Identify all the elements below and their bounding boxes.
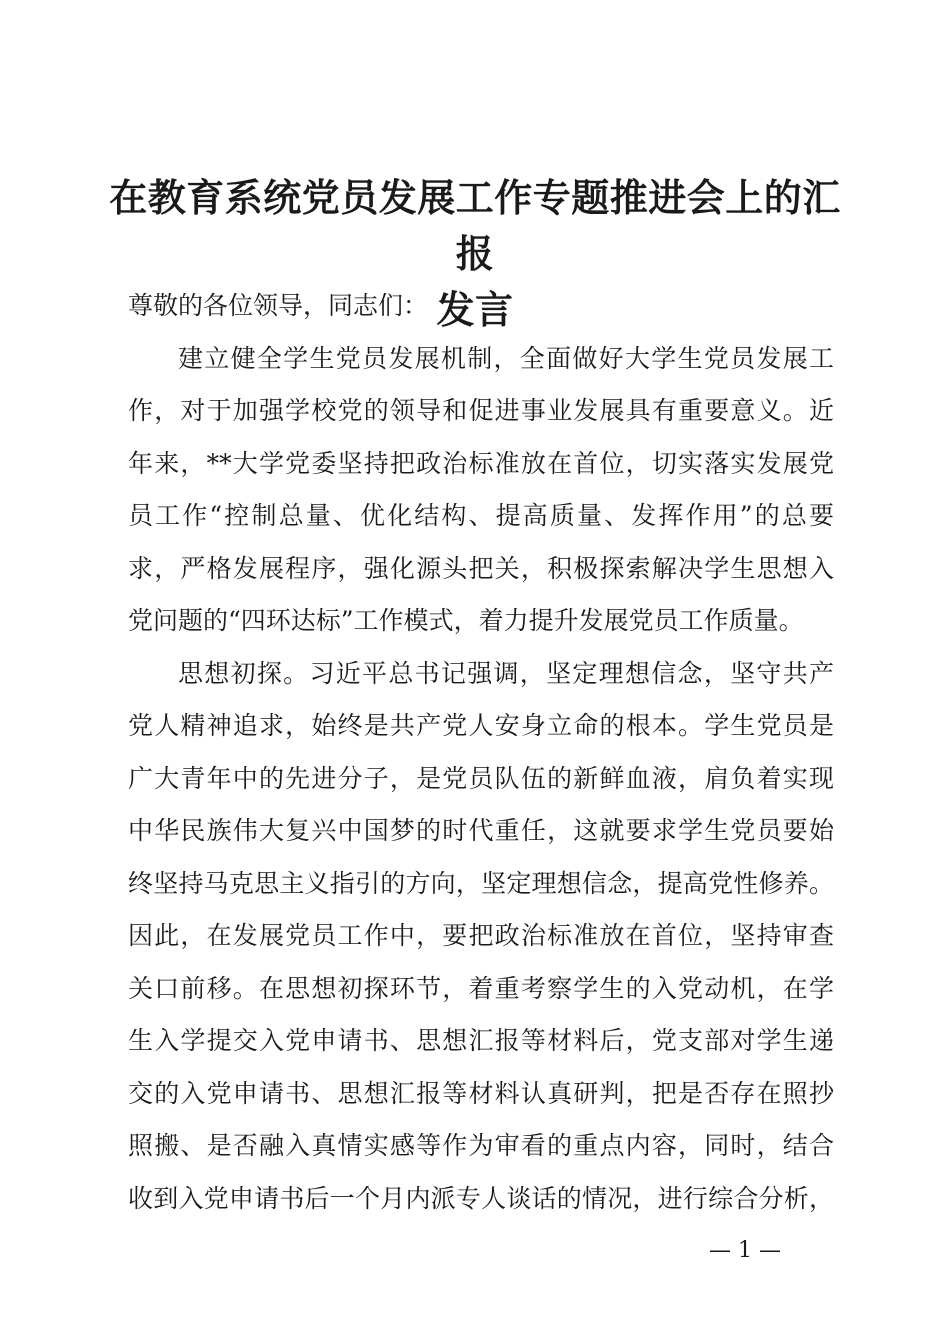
paragraph-line: 党问题的“四环达标”工作模式，着力提升发展党员工作质量。: [128, 606, 804, 635]
salutation: 尊敬的各位领导，同志们：: [128, 291, 429, 320]
paragraph-line: 员工作“控制总量、优化结构、提高质量、发挥作用”的总要: [128, 501, 834, 530]
paragraph-line: 交的入党申请书、思想汇报等材料认真研判，把是否存在照抄: [128, 1078, 834, 1108]
paragraph-1: [128, 333, 834, 648]
paragraph-line: 思想初探。习近平总书记强调，坚定理想信念，坚守共产: [178, 658, 834, 688]
paragraph-line: 求，严格发展程序，强化源头把关，积极探索解决学生思想入: [128, 553, 834, 583]
paragraph-line: 关口前移。在思想初探环节，着重考察学生的入党动机，在学: [128, 973, 834, 1003]
paragraph-line: 中华民族伟大复兴中国梦的时代重任，这就要求学生党员要始: [128, 816, 834, 845]
paragraph-2: [128, 648, 834, 1226]
paragraph-line: 年来，**大学党委坚持把政治标准放在首位，切实落实发展党: [128, 448, 834, 478]
paragraph-line: 照搬、是否融入真情实感等作为审看的重点内容，同时，结合: [128, 1131, 834, 1160]
paragraph-line: 因此，在发展党员工作中，要把政治标准放在首位，坚持审查: [128, 921, 834, 950]
paragraph-line: 终坚持马克思主义指引的方向，坚定理想信念，提高党性修养。: [128, 868, 834, 898]
paragraph-line: 广大青年中的先进分子，是党员队伍的新鲜血液，肩负着实现: [128, 763, 834, 793]
document-body: [128, 280, 834, 1225]
paragraph-line: 收到入党申请书后一个月内派专人谈话的情况，进行综合分析，: [128, 1183, 834, 1213]
paragraph-line: 作，对于加强学校党的领导和促进事业发展具有重要意义。近: [128, 396, 834, 425]
paragraph-line: 生入学提交入党申请书、思想汇报等材料后，党支部对学生递: [128, 1026, 834, 1055]
page-number: — 1 —: [709, 1238, 781, 1263]
paragraph-line: 建立健全学生党员发展机制，全面做好大学生党员发展工: [178, 343, 834, 373]
title-line-1: 在教育系统党员发展工作专题推进会上的汇报: [109, 175, 841, 276]
title-line-2: 发言: [436, 287, 514, 332]
paragraph-line: 党人精神追求，始终是共产党人安身立命的根本。学生党员是: [128, 711, 834, 740]
